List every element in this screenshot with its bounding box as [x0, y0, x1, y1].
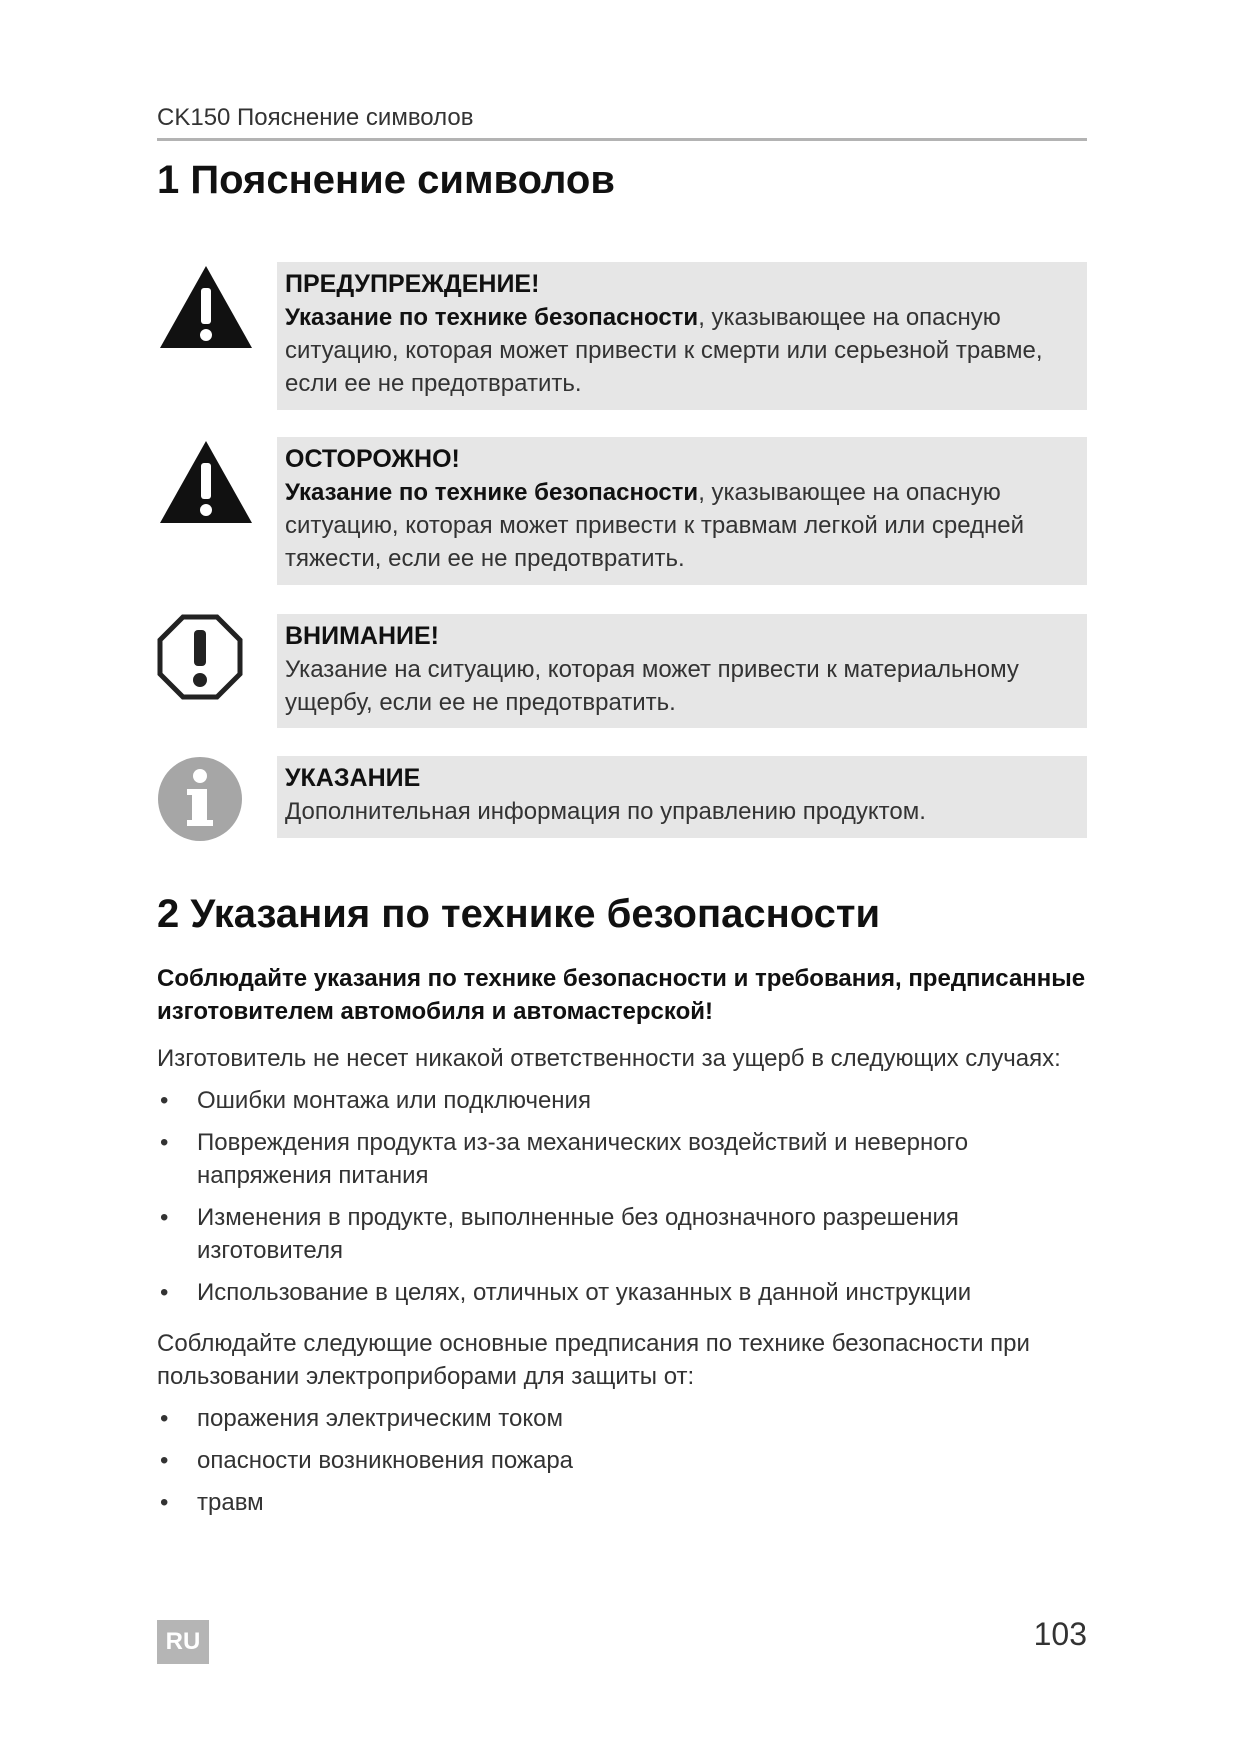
running-header: CK150 Пояснение символов — [157, 104, 1087, 141]
notice-text: Указание на ситуацию, которая может привести к материальному ущербу, если ее не предотвратить. — [285, 656, 1019, 716]
list-item: • Использование в целях, отличных от указанных в данной инструкции — [160, 1279, 972, 1306]
notice-text: Дополнительная информация по управлению продуктом. — [285, 798, 926, 825]
octagon-exclamation-icon — [157, 614, 255, 706]
notice-info-box — [277, 756, 1087, 838]
warning-triangle-icon — [157, 437, 255, 529]
warning-triangle-icon — [157, 262, 255, 354]
protection-list — [157, 1402, 1087, 1528]
notice-warning — [157, 262, 1087, 410]
section2-intro: Изготовитель не несет никакой ответственности за ущерб в следующих случаях: — [157, 1045, 1061, 1072]
notice-attention — [157, 614, 1087, 730]
list-item: • Повреждения продукта из-за механических воздействий и неверного напряжения питания — [160, 1129, 969, 1189]
page-number: 103 — [1033, 1616, 1087, 1652]
list-item: • опасности возникновения пожара — [160, 1447, 574, 1474]
language-tab: RU — [157, 1620, 209, 1664]
list-item: • Ошибки монтажа или подключения — [160, 1087, 591, 1114]
list-item: • поражения электрическим током — [160, 1405, 563, 1432]
notice-lead: Указание по технике безопасности — [285, 479, 699, 506]
section2-subheading: Соблюдайте указания по технике безопасности и требования, предписанные изготовителем автомобиля и автомастерской! — [157, 965, 1086, 1025]
section2-para2: Соблюдайте следующие основные предписания по технике безопасности при пользовании электроприборами для защиты от: — [157, 1330, 1030, 1390]
notice-text: , указывающее на опасную ситуацию, которая может привести к травмам легкой или средней тяжести, если ее не предотвратить. — [285, 479, 1025, 572]
list-item: • Изменения в продукте, выполненные без однозначного разрешения изготовителя — [160, 1204, 959, 1264]
notice-warning-box — [277, 262, 1087, 410]
notice-title: ОСТОРОЖНО! — [285, 445, 460, 473]
liability-list — [157, 1084, 1087, 1318]
section2-heading: 2 Указания по технике безопасности — [157, 892, 881, 936]
notice-info — [157, 756, 1087, 842]
list-item: • травм — [160, 1489, 264, 1516]
notice-lead: Указание по технике безопасности — [285, 304, 699, 331]
notice-attention-box — [277, 614, 1087, 728]
notice-caution-box — [277, 437, 1087, 585]
notice-title: ПРЕДУПРЕЖДЕНИЕ! — [285, 270, 540, 298]
notice-text: , указывающее на опасную ситуацию, которая может привести к смерти или серьезной травме, если ее не предотвратить. — [285, 304, 1043, 397]
notice-caution — [157, 437, 1087, 585]
section1-heading: 1 Пояснение символов — [157, 158, 615, 202]
info-circle-icon — [157, 756, 255, 848]
notice-title: ВНИМАНИЕ! — [285, 622, 439, 650]
notice-title: УКАЗАНИЕ — [285, 764, 421, 792]
